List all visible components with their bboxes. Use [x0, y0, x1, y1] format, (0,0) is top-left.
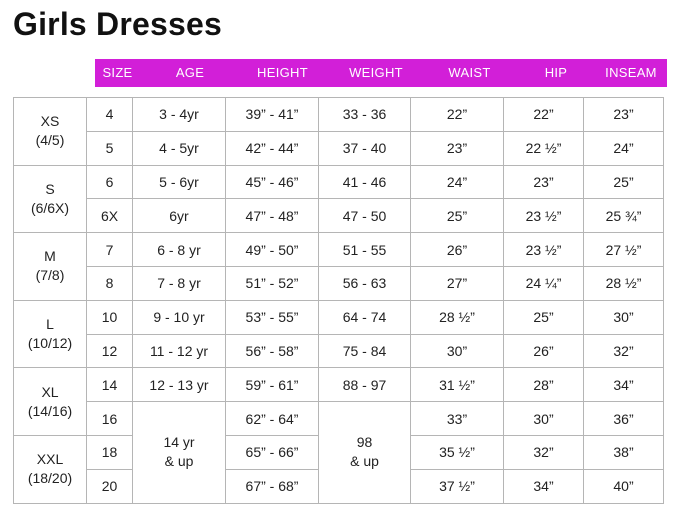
header-hip: HIP — [544, 65, 568, 80]
age-merged-line1: 14 yr — [163, 434, 195, 451]
size-cell: 6X — [87, 199, 133, 233]
size-group-cell — [14, 300, 87, 368]
hip-cell: 32” — [504, 435, 584, 469]
table-row — [14, 165, 664, 199]
waist-cell: 35 ½” — [411, 435, 504, 469]
height-cell: 59” - 61” — [226, 368, 319, 402]
inseam-cell: 27 ½” — [584, 233, 664, 267]
header-bar — [95, 59, 667, 87]
height-cell: 67” - 68” — [226, 469, 319, 503]
hip-cell: 22” — [504, 98, 584, 132]
size-group-cell — [14, 98, 87, 166]
table-row — [14, 402, 664, 436]
size-group-label: XXL — [36, 451, 64, 468]
inseam-cell: 34” — [584, 368, 664, 402]
waist-cell: 25” — [411, 199, 504, 233]
inseam-cell: 28 ½” — [584, 266, 664, 300]
weight-merged-cell — [319, 402, 411, 503]
height-cell: 45” - 46” — [226, 165, 319, 199]
hip-cell: 24 ¼” — [504, 266, 584, 300]
inseam-cell: 32” — [584, 334, 664, 368]
age-cell: 3 - 4yr — [133, 98, 226, 132]
size-cell: 6 — [87, 165, 133, 199]
waist-cell: 22” — [411, 98, 504, 132]
size-group-label: M — [44, 248, 56, 265]
waist-cell: 23” — [411, 131, 504, 165]
table-row — [14, 300, 664, 334]
height-cell: 56” - 58” — [226, 334, 319, 368]
weight-cell: 56 - 63 — [319, 266, 411, 300]
table-row — [14, 334, 664, 368]
age-merged-line2: & up — [164, 453, 194, 470]
hip-cell: 25” — [504, 300, 584, 334]
age-cell: 9 - 10 yr — [133, 300, 226, 334]
waist-cell: 30” — [411, 334, 504, 368]
header-age: AGE — [175, 65, 205, 80]
inseam-cell: 25 ¾” — [584, 199, 664, 233]
header-weight: WEIGHT — [349, 65, 403, 80]
size-cell: 4 — [87, 98, 133, 132]
size-group-label: S — [45, 180, 55, 197]
size-group-label: XL — [41, 383, 59, 400]
weight-cell: 88 - 97 — [319, 368, 411, 402]
size-cell: 7 — [87, 233, 133, 267]
height-cell: 49” - 50” — [226, 233, 319, 267]
height-cell: 39” - 41” — [226, 98, 319, 132]
size-cell: 16 — [87, 402, 133, 436]
size-group-cell — [14, 233, 87, 301]
age-cell: 4 - 5yr — [133, 131, 226, 165]
size-group-cell — [14, 368, 87, 436]
size-group-range: (14/16) — [27, 402, 73, 419]
height-cell: 42” - 44” — [226, 131, 319, 165]
weight-merged-line1: 98 — [356, 434, 373, 451]
size-group-range: (18/20) — [27, 470, 73, 487]
size-group-label: L — [46, 316, 54, 333]
waist-cell: 26” — [411, 233, 504, 267]
size-group-label: XS — [40, 113, 60, 130]
inseam-cell: 36” — [584, 402, 664, 436]
size-cell: 20 — [87, 469, 133, 503]
weight-cell: 64 - 74 — [319, 300, 411, 334]
table-row — [14, 199, 664, 233]
size-group-cell — [14, 435, 87, 503]
age-cell: 6 - 8 yr — [133, 233, 226, 267]
waist-cell: 27” — [411, 266, 504, 300]
size-cell: 18 — [87, 435, 133, 469]
header-waist: WAIST — [448, 65, 491, 80]
inseam-cell: 30” — [584, 300, 664, 334]
height-cell: 51” - 52” — [226, 266, 319, 300]
size-cell: 8 — [87, 266, 133, 300]
size-group-range: (10/12) — [27, 335, 73, 352]
page-title: Girls Dresses — [13, 6, 222, 42]
header-inseam: INSEAM — [605, 65, 657, 80]
age-cell: 5 - 6yr — [133, 165, 226, 199]
hip-cell: 26” — [504, 334, 584, 368]
waist-cell: 37 ½” — [411, 469, 504, 503]
age-cell: 11 - 12 yr — [133, 334, 226, 368]
hip-cell: 23” — [504, 165, 584, 199]
height-cell: 62” - 64” — [226, 402, 319, 436]
weight-cell: 75 - 84 — [319, 334, 411, 368]
weight-cell: 41 - 46 — [319, 165, 411, 199]
size-cell: 10 — [87, 300, 133, 334]
hip-cell: 23 ½” — [504, 199, 584, 233]
size-cell: 12 — [87, 334, 133, 368]
age-merged-cell — [133, 402, 226, 503]
table-row — [14, 98, 664, 132]
table-row — [14, 131, 664, 165]
hip-cell: 30” — [504, 402, 584, 436]
header-size: SIZE — [102, 65, 133, 80]
height-cell: 53” - 55” — [226, 300, 319, 334]
waist-cell: 33” — [411, 402, 504, 436]
inseam-cell: 24” — [584, 131, 664, 165]
table-row — [14, 368, 664, 402]
table-row — [14, 266, 664, 300]
waist-cell: 31 ½” — [411, 368, 504, 402]
age-cell: 6yr — [133, 199, 226, 233]
hip-cell: 34” — [504, 469, 584, 503]
waist-cell: 28 ½” — [411, 300, 504, 334]
hip-cell: 23 ½” — [504, 233, 584, 267]
weight-merged-line2: & up — [350, 453, 379, 470]
waist-cell: 24” — [411, 165, 504, 199]
weight-cell: 33 - 36 — [319, 98, 411, 132]
size-chart-table — [13, 97, 664, 504]
age-cell: 7 - 8 yr — [133, 266, 226, 300]
inseam-cell: 25” — [584, 165, 664, 199]
header-height: HEIGHT — [257, 65, 308, 80]
height-cell: 65” - 66” — [226, 435, 319, 469]
size-group-range: (7/8) — [35, 267, 65, 284]
inseam-cell: 38” — [584, 435, 664, 469]
size-group-cell — [14, 165, 87, 233]
height-cell: 47” - 48” — [226, 199, 319, 233]
inseam-cell: 23” — [584, 98, 664, 132]
hip-cell: 28” — [504, 368, 584, 402]
weight-cell: 51 - 55 — [319, 233, 411, 267]
size-cell: 14 — [87, 368, 133, 402]
size-group-range: (4/5) — [35, 132, 65, 149]
table-row — [14, 233, 664, 267]
hip-cell: 22 ½” — [504, 131, 584, 165]
size-group-range: (6/6X) — [30, 199, 70, 216]
weight-cell: 37 - 40 — [319, 131, 411, 165]
age-cell: 12 - 13 yr — [133, 368, 226, 402]
inseam-cell: 40” — [584, 469, 664, 503]
weight-cell: 47 - 50 — [319, 199, 411, 233]
size-cell: 5 — [87, 131, 133, 165]
